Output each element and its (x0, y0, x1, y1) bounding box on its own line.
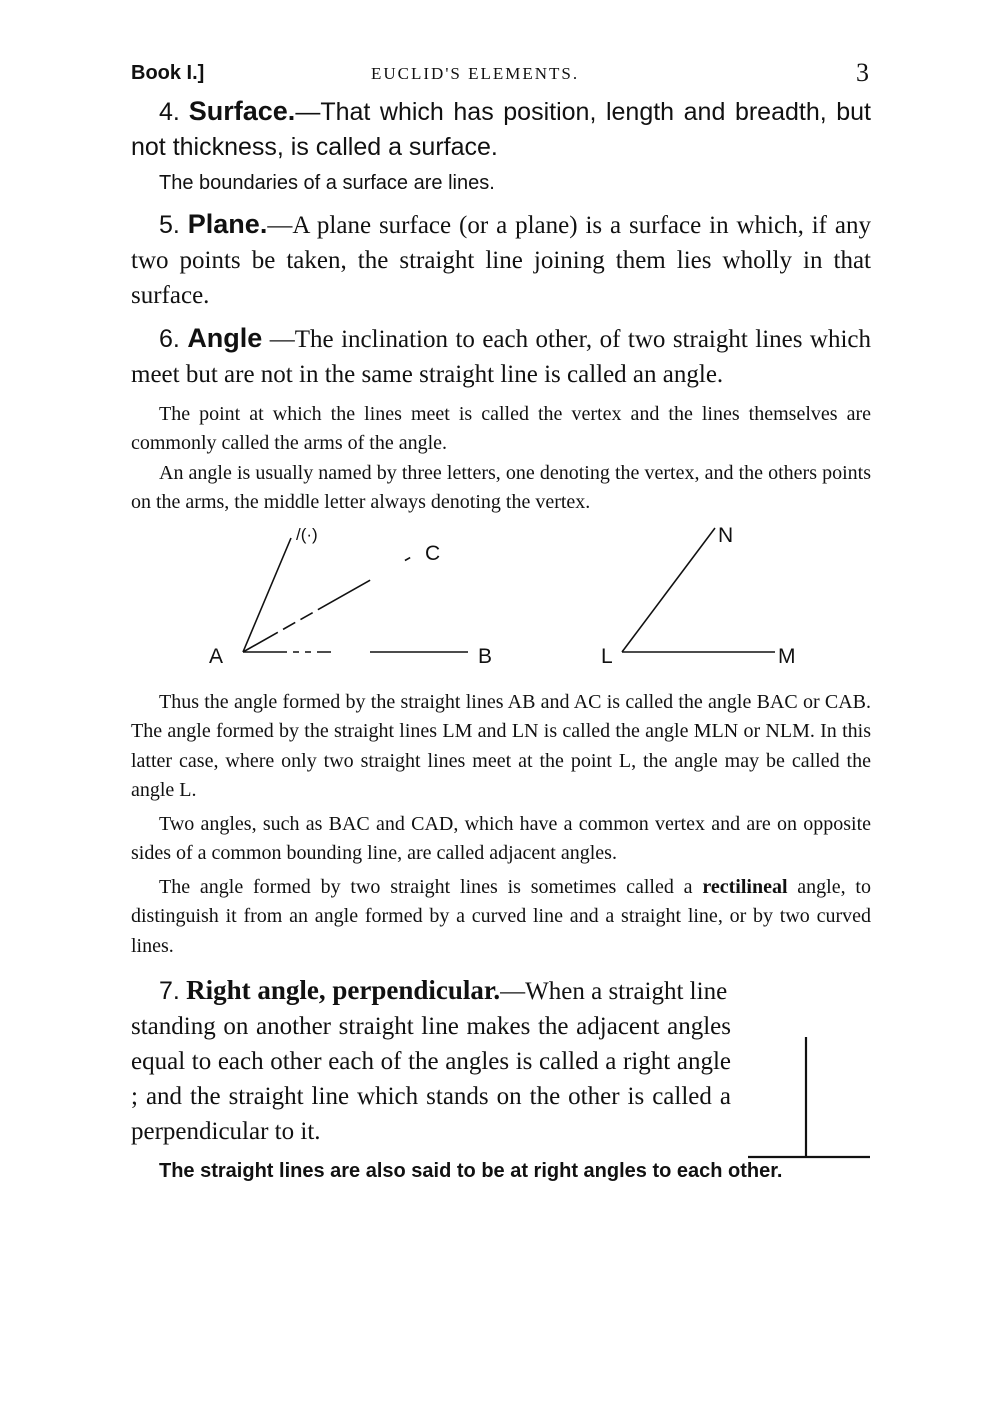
rectilineal-after: angle, to distinguish it from an angle formed by a curved line and a straight line, or by two curved lines. (131, 875, 871, 957)
definition-plane (131, 207, 871, 313)
definition-text: —A plane surface (or a plane) is a surface in which, if any two points be taken, the straight line joining them lies wholly in that surface. (131, 211, 872, 309)
rectilineal-bold: rectilineal (702, 875, 788, 898)
arm-ln-line (622, 528, 715, 652)
definition-title: Right angle, perpendicular. (186, 975, 501, 1005)
definition-title: Surface. (188, 96, 296, 126)
label-l: L (601, 644, 613, 668)
definition-angle (131, 321, 871, 392)
perpendicular-diagram (748, 1035, 872, 1165)
label-a: A (209, 644, 224, 668)
arm-ad-line (243, 538, 291, 652)
note-surface-boundaries: The boundaries of a surface are lines. (159, 172, 495, 194)
note-vertex-arms: The point at which the lines meet is called the vertex and the lines themselves are commonly called the arms of the angle. (131, 402, 871, 454)
rectilineal-before: The angle formed by two straight lines is sometimes called a (159, 875, 703, 898)
definition-right-angle-first-line (131, 973, 871, 1009)
note-right-angles: The straight lines are also said to be at right angles to each other. (159, 1160, 783, 1182)
definition-right-angle (131, 973, 871, 1149)
definition-text: —The inclination to each other, of two straight lines which meet but are not in the same straight line is called an angle. (131, 325, 872, 388)
running-title: EUCLID'S ELEMENTS. (371, 64, 580, 83)
angle-figures (131, 520, 871, 688)
definition-text: —That which has position, length and breadth, but not thickness, is called a surface. (131, 98, 872, 161)
para-adjacent-angles: Two angles, such as BAC and CAD, which have a common vertex and are on opposite sides of a common bounding line, are called adjacent angles. (131, 812, 871, 864)
label-m: M (778, 644, 796, 668)
definition-number: 7. (159, 977, 180, 1005)
definition-right-angle-text (131, 973, 731, 1149)
definition-title: Plane. (187, 208, 268, 239)
label-d: /(·) (296, 524, 318, 544)
running-header (131, 58, 871, 94)
note-angle-naming: An angle is usually named by three letters, one denoting the vertex, and the others points on the arms, the middle letter always denoting the vertex. (131, 461, 871, 513)
para-angle-names: Thus the angle formed by the straight lines AB and AC is called the angle BAC or CAB. The angle formed by the straight lines LM and LN is called the angle MLN or NLM. In this latter case, where only two straight lines meet at the point L, the angle may be called the angle L. (131, 690, 871, 801)
definition-text-rest: standing on another straight line makes the adjacent angles equal to each other each of the angles is called a right angle ; and the straight line which stands on the other is called a perpendicular to it. (131, 1013, 731, 1145)
angle-diagram (0, 520, 1000, 688)
book-label: Book I.] (131, 62, 205, 84)
label-c: C (425, 541, 441, 565)
definition-surface (131, 94, 871, 165)
label-b: B (478, 644, 493, 668)
para-rectilineal (131, 873, 871, 962)
definition-text-first: —When a straight line (500, 978, 728, 1005)
definition-number: 4. (159, 98, 180, 126)
book-page (131, 58, 871, 1186)
definition-number: 6. (159, 324, 180, 353)
definition-number: 5. (159, 210, 180, 239)
page-number: 3 (856, 58, 869, 87)
definition-title: Angle (187, 322, 263, 353)
label-n: N (718, 523, 734, 547)
arm-ac-line (243, 552, 420, 652)
